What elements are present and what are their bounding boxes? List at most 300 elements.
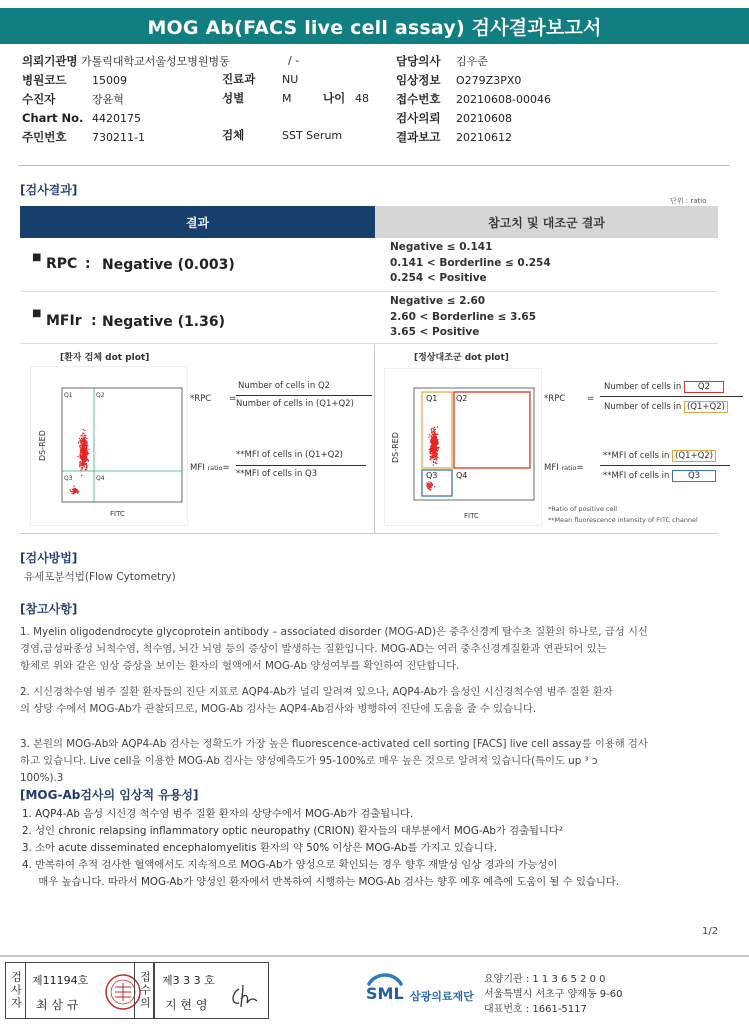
note-line: 2. 시신경척수염 범주 질환 환자들의 진단 지표로 AQP4-Ab가 널리 알려져 있으나, AQP4-Ab가 음성인 시신경척수염 범주 질환 환자 xyxy=(20,686,613,698)
mfi-numerator xyxy=(603,450,716,462)
info-value: M xyxy=(282,92,292,105)
cell-dot xyxy=(85,469,86,470)
info-phone: 대표번호 : 1661-5117 xyxy=(484,1004,587,1015)
cell-dot xyxy=(435,456,436,457)
info-value: NU xyxy=(282,73,299,86)
cell-dot xyxy=(85,446,86,447)
cell-dot xyxy=(433,436,434,437)
cell-dot xyxy=(433,438,434,439)
cell-dot xyxy=(73,486,74,487)
receiver-name: 지 현 영 xyxy=(165,998,208,1012)
info-row-dept xyxy=(222,71,402,88)
rpc-equals: = xyxy=(229,394,237,404)
cell-dot xyxy=(86,438,87,439)
cell-dot xyxy=(438,449,439,450)
cell-dot xyxy=(79,464,80,465)
result-row-mfir xyxy=(20,292,718,344)
cell-dot xyxy=(435,442,436,443)
patient-info xyxy=(22,53,732,149)
cell-dot xyxy=(81,450,82,451)
quadrant-q3: Q3 xyxy=(64,475,73,482)
cell-dot xyxy=(429,484,430,485)
cell-dot xyxy=(80,447,81,448)
cell-dot xyxy=(79,466,80,467)
cell-dot xyxy=(82,454,83,455)
rpc-fraction-line xyxy=(236,395,372,396)
result-label: RPC xyxy=(46,256,78,272)
cell-dot xyxy=(73,490,74,491)
list-item: 2. 성인 chronic relapsing inflammatory optic neuropathy (CRION) 환자들의 대부분에서 MOG-Ab가 검출됩니다² xyxy=(22,825,563,837)
info-row-report xyxy=(396,129,696,146)
reference-column-header: 참고치 및 대조군 결과 xyxy=(375,206,718,238)
y-axis-label: DS-RED xyxy=(391,432,400,463)
cell-dot xyxy=(437,434,438,435)
mfi-den-prefix: **MFI of cells in xyxy=(603,471,670,481)
cell-dot xyxy=(436,437,437,438)
cell-dot xyxy=(83,437,84,438)
cell-dot xyxy=(84,464,85,465)
y-axis-label: DS-RED xyxy=(38,430,47,461)
rpc-denominator: Number of cells in (Q1+Q2) xyxy=(236,399,354,409)
footer-divider xyxy=(0,955,749,957)
cell-dot xyxy=(434,486,435,487)
cell-dot xyxy=(429,434,430,435)
result-row-rpc xyxy=(20,238,718,292)
cell-dot xyxy=(434,451,435,452)
cell-dot xyxy=(82,433,83,434)
examiner-role xyxy=(6,963,26,1018)
x-axis-label: FITC xyxy=(110,510,125,518)
cell-dot xyxy=(83,451,84,452)
cell-dot xyxy=(432,456,433,457)
method-title: [검사방법] xyxy=(20,551,78,565)
note-paragraph-1 xyxy=(20,624,732,675)
list-item: 4. 반복하여 추적 검사한 혈액에서도 지속적으로 MOG-Ab가 양성으로 확인되는 경우 향후 재발성 임상 경과의 가능성이 xyxy=(22,859,558,871)
ref-line: 2.60 < Borderline ≤ 3.65 xyxy=(390,310,537,323)
quadrant-q4: Q4 xyxy=(456,471,468,480)
info-code: 요양기관 : 1 1 3 6 5 2 0 0 xyxy=(484,974,606,985)
cell-dot xyxy=(84,451,85,452)
cell-dot xyxy=(86,442,87,443)
patient-dot-plot xyxy=(30,366,188,526)
cell-dot xyxy=(88,453,89,454)
result-bullet: ■ xyxy=(32,252,42,263)
cell-dot xyxy=(81,467,82,468)
cell-dot xyxy=(78,491,79,492)
cell-dot xyxy=(86,465,87,466)
mfi-label-text: MFI xyxy=(190,463,205,473)
info-key: 검사의뢰 xyxy=(396,111,441,125)
cell-dot xyxy=(431,458,432,459)
cell-dot xyxy=(433,447,434,448)
cell-dot xyxy=(434,459,435,460)
report-title: MOG Ab(FACS live cell assay) 검사결과보고서 xyxy=(0,8,749,44)
cell-dot xyxy=(431,437,432,438)
cell-dot xyxy=(79,462,80,463)
cell-dot xyxy=(80,435,81,436)
mfi-fraction-line xyxy=(600,465,730,466)
ref-line: Negative ≤ 0.141 xyxy=(390,241,493,253)
usefulness-list xyxy=(22,806,734,891)
list-item: 3. 소아 acute disseminated encephalomyelitis 환자의 약 50% 이상은 MOG-Ab를 가지고 있습니다. xyxy=(22,842,497,854)
cell-dot xyxy=(84,439,85,440)
sml-logo-text: SML xyxy=(366,984,404,1003)
mfi-label: MFI ratio= xyxy=(544,463,584,473)
cell-dot xyxy=(75,488,76,489)
cell-dot xyxy=(82,468,83,469)
cell-dot xyxy=(71,491,72,492)
receiver-license: 제3 3 3 호 xyxy=(162,974,215,987)
rpc-numerator xyxy=(604,381,724,393)
cell-dot xyxy=(79,457,80,458)
cell-dot xyxy=(436,439,437,440)
cell-dot xyxy=(435,454,436,455)
footnote-mfi: **Mean fluorescence intensity of FITC channel xyxy=(548,516,698,524)
age-value: 48 xyxy=(355,92,369,105)
info-col-3 xyxy=(396,53,696,146)
rpc-numerator: Number of cells in Q2 xyxy=(238,381,331,391)
cell-dot xyxy=(431,440,432,441)
usefulness-title: [MOG-Ab검사의 임상적 유용성] xyxy=(20,788,199,802)
page-number: 1/2 xyxy=(702,926,719,937)
info-address: 서울특별시 서초구 양재동 9-60 xyxy=(484,989,623,1000)
mfi-num-box: (Q1+Q2) xyxy=(672,450,716,462)
signature-icon xyxy=(229,981,265,1011)
info-row-resident-no xyxy=(22,129,252,146)
cell-dot xyxy=(84,449,85,450)
cell-dot xyxy=(80,440,81,441)
x-axis-label: FITC xyxy=(464,512,479,520)
note-line: 3. 본원의 MOG-Ab와 AQP4-Ab 검사는 정확도가 가장 높은 fluorescence-activated cell sorting [FACS] live cell assay를 이용해 검사 xyxy=(20,738,648,750)
rpc-label: *RPC xyxy=(544,394,566,404)
note-line: 경염,급성파종성 뇌척수염, 척수염, 뇌간 뇌염 등의 증상이 발생하는 질환입니다. MOG-AD는 여러 중추신경계질환과 연관되어 있는 xyxy=(20,643,607,655)
list-item: 매우 높습니다. 따라서 MOG-Ab가 양성인 환자에서 반복하여 시행하는 MOG-Ab 검사는 향후 예후 예측에 도움이 될 수 있습니다. xyxy=(22,876,620,888)
info-key: 병원코드 xyxy=(22,73,67,87)
result-value: Negative (0.003) xyxy=(102,257,235,273)
cell-dot xyxy=(76,490,77,491)
cell-dot xyxy=(85,435,86,436)
mfi-den-box: Q3 xyxy=(672,470,716,482)
cell-dot xyxy=(428,481,429,482)
info-value: 김우준 xyxy=(456,55,488,68)
cell-dot xyxy=(71,493,72,494)
cell-dot xyxy=(81,448,82,449)
cell-dot xyxy=(438,447,439,448)
cell-dot xyxy=(433,444,434,445)
info-value: 장윤혁 xyxy=(92,93,124,106)
cell-dot xyxy=(83,462,84,463)
info-key: 검체 xyxy=(222,128,245,142)
cell-dot xyxy=(82,449,83,450)
cell-dot xyxy=(83,429,84,430)
cell-dot xyxy=(84,430,85,431)
examiner-role-text: 검사자 xyxy=(9,971,23,1010)
cell-dot xyxy=(433,461,434,462)
ref-line: 0.141 < Borderline ≤ 0.254 xyxy=(390,256,551,269)
control-plot-title: [정상대조군 dot plot] xyxy=(414,353,509,363)
note-line: 의 상당 수에서 MOG-Ab가 관찰되므로, MOG-Ab 검사는 AQP4-Ab검사와 병행하여 진단에 도움을 줄 수 있습니다. xyxy=(20,703,537,715)
result-bullet: ■ xyxy=(32,308,42,319)
rpc-den-prefix: Number of cells in xyxy=(604,402,682,412)
info-row-institution xyxy=(22,53,252,70)
info-row-patient xyxy=(22,91,252,108)
cell-dot xyxy=(433,434,434,435)
info-key: 의뢰기관명 xyxy=(22,54,78,68)
cell-dot xyxy=(84,440,85,441)
cell-dot xyxy=(82,452,83,453)
rpc-fraction-line xyxy=(600,396,743,397)
reference-range xyxy=(390,240,551,287)
rpc-denominator xyxy=(604,401,728,413)
control-dot-plot xyxy=(384,368,542,526)
cell-dot xyxy=(430,459,431,460)
cell-dot xyxy=(430,435,431,436)
mfi-num-prefix: **MFI of cells in xyxy=(603,451,670,461)
plot-area-divider xyxy=(374,345,375,533)
cell-dot xyxy=(85,452,86,453)
cell-dot xyxy=(433,455,434,456)
info-row-specimen xyxy=(222,127,402,144)
cell-dot xyxy=(431,438,432,439)
cell-dot xyxy=(427,486,428,487)
cell-dot xyxy=(438,443,439,444)
reference-range xyxy=(390,294,536,341)
age-key: 나이 xyxy=(323,91,346,105)
quadrant-q2: Q2 xyxy=(456,394,468,403)
mfi-numerator: **MFI of cells in (Q1+Q2) xyxy=(236,450,343,460)
cell-dot xyxy=(74,491,75,492)
cell-dot xyxy=(81,475,82,476)
cell-dot xyxy=(430,483,431,484)
ref-line: Negative ≤ 2.60 xyxy=(390,295,486,307)
info-key: 주민번호 xyxy=(22,130,67,144)
cell-dot xyxy=(80,453,81,454)
ward-value: / - xyxy=(288,54,300,67)
cell-dot xyxy=(74,488,75,489)
info-key: 담당의사 xyxy=(396,54,441,68)
info-value: 가톨릭대학교서울성모병원병동 xyxy=(81,55,230,68)
quadrant-q1: Q1 xyxy=(426,394,438,403)
cell-dot xyxy=(436,447,437,448)
rpc-den-box: (Q1+Q2) xyxy=(684,401,728,413)
info-value: 20210608 xyxy=(456,112,512,125)
quadrant-q2: Q2 xyxy=(96,392,105,399)
result-label: MFIr xyxy=(46,313,82,329)
cell-dot xyxy=(436,458,437,459)
cell-dot xyxy=(431,444,432,445)
info-row-chart xyxy=(22,110,252,127)
info-key: 접수번호 xyxy=(396,92,441,106)
receiver-role-text: 접수의 xyxy=(138,971,152,1010)
cell-dot xyxy=(437,427,438,428)
cell-dot xyxy=(83,444,84,445)
cell-dot xyxy=(428,437,429,438)
cell-dot xyxy=(80,461,81,462)
patient-plot-title: [환자 검체 dot plot] xyxy=(60,353,150,363)
cell-dot xyxy=(433,432,434,433)
organization-name: 삼광의료재단 xyxy=(410,990,474,1003)
mfi-denominator: **MFI of cells in Q3 xyxy=(236,469,318,479)
examiner-license: 제11194호 xyxy=(32,974,89,987)
mfi-sub: ratio xyxy=(207,464,223,472)
cell-dot xyxy=(430,450,431,451)
info-row-sex xyxy=(222,90,402,107)
cell-dot xyxy=(78,441,79,442)
cell-dot xyxy=(435,448,436,449)
cell-dot xyxy=(81,441,82,442)
cell-dot xyxy=(85,460,86,461)
cell-dot xyxy=(69,489,70,490)
cell-dot xyxy=(84,436,85,437)
cell-dot xyxy=(82,443,83,444)
cell-dot xyxy=(88,449,89,450)
quadrant-q4: Q4 xyxy=(96,475,105,482)
rpc-num-box: Q2 xyxy=(684,381,724,393)
info-value: 20210612 xyxy=(456,131,512,144)
info-key: Chart No. xyxy=(22,111,84,125)
plot-area-bottom xyxy=(20,533,718,534)
rpc-num-prefix: Number of cells in xyxy=(604,382,682,392)
cell-dot xyxy=(70,491,71,492)
note-line: 하고 있습니다. Live cell을 이용한 MOG-Ab 검사는 양성예측도가 95-100%로 매우 높은 것으로 알려져 있습니다(특이도 up ³ ↄ xyxy=(20,755,598,767)
cell-dot xyxy=(77,456,78,457)
receiver-role xyxy=(135,963,155,1018)
cell-dot xyxy=(82,445,83,446)
cell-dot xyxy=(81,449,82,450)
results-title: [검사결과] xyxy=(20,183,78,197)
rpc-equals: = xyxy=(587,394,595,404)
cell-dot xyxy=(432,455,433,456)
cell-dot xyxy=(432,442,433,443)
cell-dot xyxy=(436,463,437,464)
cell-dot xyxy=(430,487,431,488)
mfi-denominator xyxy=(603,470,716,482)
mfi-label: MFI ratio= xyxy=(190,463,230,473)
cell-dot xyxy=(73,493,74,494)
info-col-1 xyxy=(22,53,252,146)
cell-dot xyxy=(433,429,434,430)
info-key: 임상정보 xyxy=(396,73,441,87)
info-key: 수진자 xyxy=(22,92,56,106)
mfi-sub: ratio xyxy=(561,464,577,472)
cell-dot xyxy=(433,464,434,465)
cell-dot xyxy=(87,454,88,455)
cell-dot xyxy=(86,447,87,448)
cell-dot xyxy=(79,446,80,447)
cell-dot xyxy=(85,449,86,450)
info-key: 결과보고 xyxy=(396,130,441,144)
cell-dot xyxy=(426,482,427,483)
cell-dot xyxy=(430,453,431,454)
cell-dot xyxy=(433,440,434,441)
info-value: SST Serum xyxy=(282,129,343,142)
cell-dot xyxy=(432,434,433,435)
cell-dot xyxy=(80,452,81,453)
note-paragraph-3 xyxy=(20,736,732,787)
info-value: 15009 xyxy=(92,74,127,87)
cell-dot xyxy=(88,461,89,462)
cell-dot xyxy=(82,446,83,447)
cell-dot xyxy=(437,441,438,442)
cell-dot xyxy=(86,459,87,460)
mfi-fraction-line xyxy=(236,465,366,466)
cell-dot xyxy=(434,438,435,439)
cell-dot xyxy=(434,456,435,457)
cell-dot xyxy=(437,453,438,454)
rpc-label: *RPC xyxy=(190,394,212,404)
cell-dot xyxy=(429,489,430,490)
examiner-stamp xyxy=(5,962,154,1019)
cell-dot xyxy=(79,438,80,439)
info-value: 730211-1 xyxy=(92,131,145,144)
cell-dot xyxy=(83,465,84,466)
info-value: O279Z3PX0 xyxy=(456,74,522,87)
note-paragraph-2 xyxy=(20,684,732,718)
note-line: 100%).3 xyxy=(20,772,64,784)
info-value: 4420175 xyxy=(92,112,141,125)
quadrant-q3: Q3 xyxy=(426,471,438,480)
info-row-clinical xyxy=(396,72,696,89)
result-sep: : xyxy=(85,256,91,272)
result-column-header: 결과 xyxy=(20,206,375,238)
cell-dot xyxy=(433,431,434,432)
cell-dot xyxy=(431,432,432,433)
cell-dot xyxy=(430,484,431,485)
cell-dot xyxy=(82,459,83,460)
cell-dot xyxy=(431,453,432,454)
method-text: 유세포분석법(Flow Cytometry) xyxy=(24,571,176,583)
info-row-doctor xyxy=(396,53,696,70)
examiner-name: 최 삼 규 xyxy=(36,998,79,1012)
notes-title: [참고사항] xyxy=(20,602,78,616)
cell-dot xyxy=(72,489,73,490)
info-key: 진료과 xyxy=(222,72,256,86)
divider xyxy=(18,165,730,166)
cell-dot xyxy=(431,429,432,430)
info-col-2 xyxy=(222,71,402,144)
info-row-hospital-code xyxy=(22,72,252,89)
receiver-stamp xyxy=(134,962,269,1019)
cell-dot xyxy=(81,455,82,456)
ref-line: 3.65 < Positive xyxy=(390,326,480,338)
footnote-ratio: *Ratio of positive cell xyxy=(548,505,618,513)
unit-label: 단위 : ratio xyxy=(670,197,707,205)
list-item: 1. AQP4-Ab 음성 시신경 척수염 범주 질환 환자의 상당수에서 MOG-Ab가 검출됩니다. xyxy=(22,808,414,820)
quadrant-q1: Q1 xyxy=(64,392,73,399)
info-row-receipt xyxy=(396,91,696,108)
result-value: Negative (1.36) xyxy=(102,314,226,330)
info-value: 20210608-00046 xyxy=(456,93,551,106)
cell-dot xyxy=(430,489,431,490)
cell-dot xyxy=(435,444,436,445)
cell-dot xyxy=(435,449,436,450)
cell-dot xyxy=(87,451,88,452)
cell-dot xyxy=(84,446,85,447)
organization-info xyxy=(484,972,623,1017)
note-line: 1. Myelin oligodendrocyte glycoprotein antibody – associated disorder (MOG-AD)은 중추신경계 탈수초 질환의 하나로, 급성 시신 xyxy=(20,626,648,638)
cell-dot xyxy=(435,429,436,430)
cell-dot xyxy=(434,427,435,428)
info-row-request xyxy=(396,110,696,127)
note-line: 항체로 위와 같은 임상 증상을 보이는 환자의 혈액에서 MOG-Ab 양성여부를 확인하여 진단합니다. xyxy=(20,660,460,672)
result-sep: : xyxy=(91,313,97,329)
ref-line: 0.254 < Positive xyxy=(390,272,487,284)
cell-dot xyxy=(82,463,83,464)
mfi-label-text: MFI xyxy=(544,463,559,473)
cell-dot xyxy=(80,469,81,470)
cell-dot xyxy=(86,444,87,445)
cell-dot xyxy=(83,457,84,458)
